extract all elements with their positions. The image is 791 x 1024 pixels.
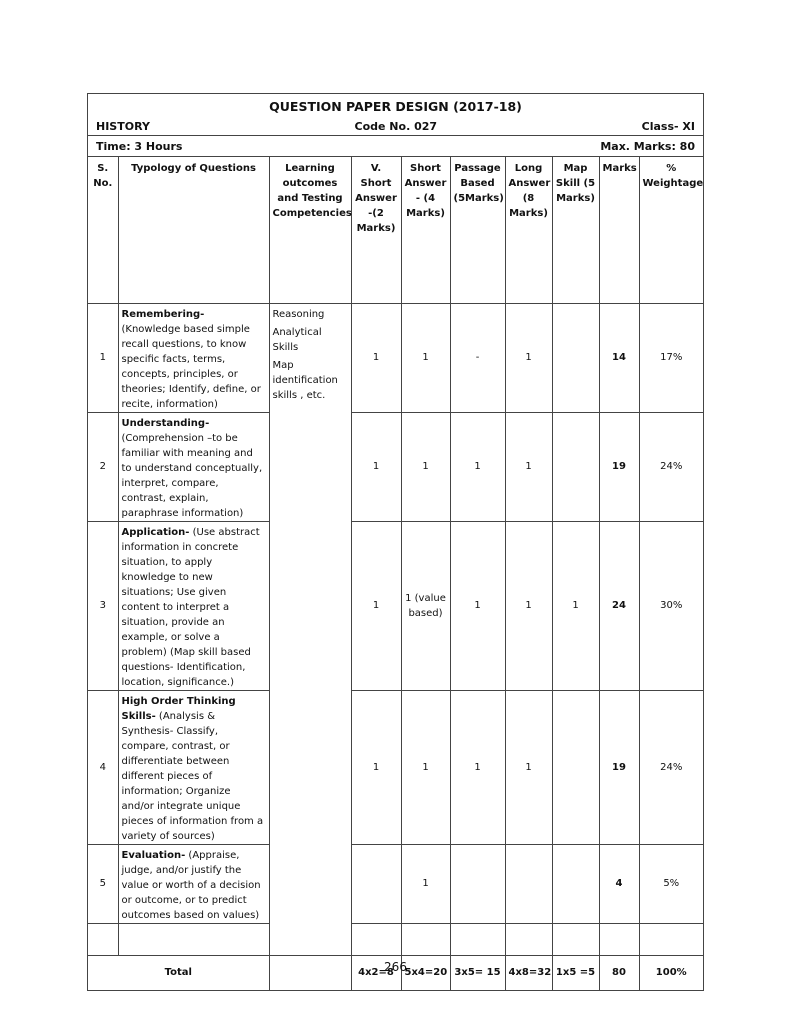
row-sno: 4 xyxy=(88,690,118,844)
empty-cell xyxy=(639,923,703,955)
row-typology-title: High Order Thinking Skills- xyxy=(121,695,236,722)
table-row xyxy=(88,303,703,412)
row-short: 1 xyxy=(401,412,450,521)
total-vshort: 4x2=8 xyxy=(351,955,401,990)
row-sno: 3 xyxy=(88,521,118,690)
row-typology xyxy=(118,303,269,412)
row-typology-desc: (Use abstract information in concrete situation, to apply knowledge to new situations; Use given content to interpret a situation, provide an example, or solve a problem) (Map skill based questions- Identification, location, significance.) xyxy=(121,526,260,688)
page-number: 266 xyxy=(384,960,407,974)
empty-cell xyxy=(88,923,118,955)
row-marks: 24 xyxy=(599,521,639,690)
row-marks: 14 xyxy=(599,303,639,412)
page-title: QUESTION PAPER DESIGN (2017-18) xyxy=(269,99,522,114)
row-vshort: 1 xyxy=(351,521,401,690)
row-passage xyxy=(450,844,505,923)
row-weightage: 24% xyxy=(639,412,703,521)
row-long xyxy=(505,844,552,923)
row-vshort: 1 xyxy=(351,303,401,412)
learning-outcomes-cell xyxy=(269,303,351,955)
row-sno: 1 xyxy=(88,303,118,412)
row-vshort: 1 xyxy=(351,690,401,844)
row-weightage: 30% xyxy=(639,521,703,690)
row-marks: 19 xyxy=(599,690,639,844)
learning-outcome: Analytical Skills xyxy=(272,326,322,353)
time: Time: 3 Hours xyxy=(96,139,183,153)
header-map: Map Skill (5 Marks) xyxy=(552,157,599,303)
subject: HISTORY xyxy=(96,119,150,133)
empty-cell xyxy=(401,923,450,955)
table-row xyxy=(88,844,703,923)
row-typology-desc: (Knowledge based simple recall questions, to know specific facts, terms, concepts, principles, or theories; Identify, define, or recite, information) xyxy=(121,323,261,410)
learning-outcome: Map identification skills , etc. xyxy=(272,359,338,401)
total-map: 1x5 =5 xyxy=(552,955,599,990)
question-paper-design xyxy=(87,93,704,991)
empty-cell xyxy=(118,923,269,955)
row-short: 1 xyxy=(401,303,450,412)
design-table xyxy=(88,157,703,990)
total-long: 4x8=32 xyxy=(505,955,552,990)
row-weightage: 5% xyxy=(639,844,703,923)
class-label: Class- XI xyxy=(641,119,695,133)
row-passage: 1 xyxy=(450,521,505,690)
code-number: Code No. 027 xyxy=(354,119,438,133)
row-map xyxy=(552,690,599,844)
header-passage: Passage Based (5Marks) xyxy=(450,157,505,303)
empty-cell xyxy=(552,923,599,955)
row-map xyxy=(552,412,599,521)
empty-row xyxy=(88,923,703,955)
meta-row xyxy=(96,117,695,135)
row-vshort: 1 xyxy=(351,412,401,521)
header-row xyxy=(88,157,703,303)
learning-outcome: Reasoning xyxy=(272,308,325,320)
row-map xyxy=(552,303,599,412)
row-long: 1 xyxy=(505,690,552,844)
total-weightage: 100% xyxy=(639,955,703,990)
row-passage: - xyxy=(450,303,505,412)
row-passage: 1 xyxy=(450,690,505,844)
header-marks: Marks xyxy=(599,157,639,303)
empty-cell xyxy=(505,923,552,955)
header-long: Long Answer (8 Marks) xyxy=(505,157,552,303)
table-row xyxy=(88,412,703,521)
row-short: 1 (value based) xyxy=(401,521,450,690)
table-row xyxy=(88,690,703,844)
row-weightage: 17% xyxy=(639,303,703,412)
row-typology-desc: (Appraise, judge, and/or justify the value or worth of a decision or outcome, or to predict outcomes based on values) xyxy=(121,849,261,921)
header-vshort: V. Short Answer -(2 Marks) xyxy=(351,157,401,303)
row-long: 1 xyxy=(505,521,552,690)
total-passage: 3x5= 15 xyxy=(450,955,505,990)
row-map: 1 xyxy=(552,521,599,690)
row-typology-desc: (Comprehension –to be familiar with meaning and to understand conceptually, interpret, compare, contrast, explain, paraphrase information) xyxy=(121,432,263,519)
row-long: 1 xyxy=(505,303,552,412)
row-typology-title: Remembering- xyxy=(121,308,205,320)
total-short: 5x4=20 xyxy=(401,955,450,990)
table-row xyxy=(88,521,703,690)
row-sno: 5 xyxy=(88,844,118,923)
header-typology: Typology of Questions xyxy=(118,157,269,303)
row-typology xyxy=(118,521,269,690)
empty-cell xyxy=(599,923,639,955)
row-typology xyxy=(118,844,269,923)
row-sno: 2 xyxy=(88,412,118,521)
row-typology xyxy=(118,690,269,844)
header-sno: S. No. xyxy=(88,157,118,303)
time-row xyxy=(88,136,703,157)
row-typology xyxy=(118,412,269,521)
row-short: 1 xyxy=(401,690,450,844)
title-block xyxy=(88,94,703,136)
row-typology-title: Understanding- xyxy=(121,417,210,429)
empty-cell xyxy=(351,923,401,955)
row-passage: 1 xyxy=(450,412,505,521)
header-learning: Learning outcomes and Testing Competencies xyxy=(269,157,351,303)
row-typology-title: Application- xyxy=(121,526,190,538)
empty-cell xyxy=(450,923,505,955)
max-marks: Max. Marks: 80 xyxy=(600,139,695,153)
row-marks: 4 xyxy=(599,844,639,923)
header-weightage: % Weightage xyxy=(639,157,703,303)
row-marks: 19 xyxy=(599,412,639,521)
row-long: 1 xyxy=(505,412,552,521)
total-label: Total xyxy=(88,955,269,990)
row-short: 1 xyxy=(401,844,450,923)
header-short: Short Answer - (4 Marks) xyxy=(401,157,450,303)
row-typology-title: Evaluation- xyxy=(121,849,186,861)
row-weightage: 24% xyxy=(639,690,703,844)
total-marks: 80 xyxy=(599,955,639,990)
row-map xyxy=(552,844,599,923)
row-vshort xyxy=(351,844,401,923)
row-typology-desc: (Analysis & Synthesis- Classify, compare, contrast, or differentiate between different pieces of information; Organize and/or integrate unique pieces of information from a variety of sources) xyxy=(121,710,264,842)
